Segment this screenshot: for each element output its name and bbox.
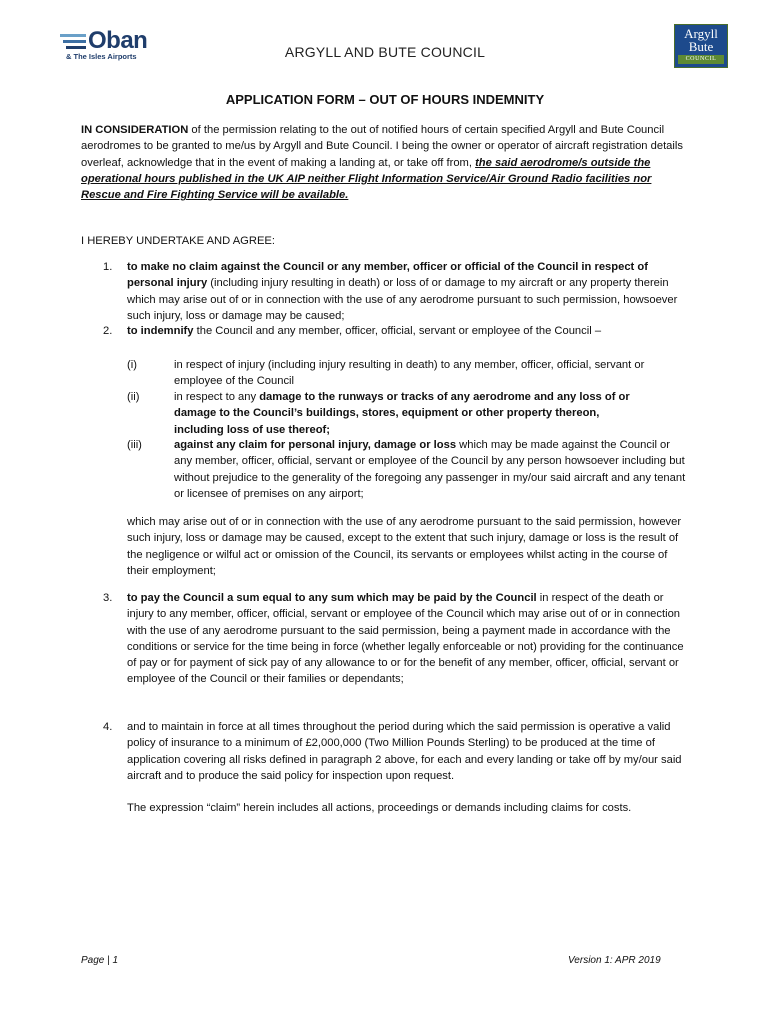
sub-iii-bold: against any claim for personal injury, damage or loss: [174, 439, 457, 451]
item-2-bold: to indemnify: [127, 325, 194, 337]
item-3-text: [127, 590, 690, 688]
item-2-text: [127, 323, 697, 339]
sub-ii-number: (ii): [127, 391, 140, 403]
item-4-number: 4.: [103, 721, 113, 733]
page-number: Page | 1: [81, 955, 119, 966]
consideration-paragraph: [81, 122, 693, 203]
consideration-lead: IN CONSIDERATION: [81, 124, 189, 136]
consideration-emphasis: the said aerodrome/s outside the operational hours published in the UK AIP neither Flight Information Service/Air Ground Radio facilities nor Rescue and Fire Fighting Service will be available.: [81, 156, 652, 202]
item-1-bold: to make no claim against the Council or any member, officer or official of the Council in respect of personal injury: [127, 261, 648, 290]
item-3-body: in respect of the death or injury to any member, officer, official, servant or employee of the Council which may arise out of or in connection with the use of any aerodrome pursuant to the said permission, being a payment made in accordance with the conditions or service for the time being in force (whether legally enforceable or not) providing for the continuance of pay or for payment of sick pay of any allowance to or for the benefit of any member, officer, official, servant or employee of the Council or their families or dependants;: [127, 592, 684, 686]
council-name: ARGYLL AND BUTE COUNCIL: [284, 44, 486, 60]
item-3-bold: to pay the Council a sum equal to any sum which may be paid by the Council: [127, 592, 537, 604]
sub-iii-text: [174, 437, 690, 502]
item-1-body: (including injury resulting in death) or loss of or damage to my aircraft or any property therein which may arise out of or in connection with the use of any aerodrome pursuant to such permission, howsoever such injury, loss or damage may be caused;: [127, 277, 678, 322]
item-3-number: 3.: [103, 592, 113, 604]
ab-logo-line1: Argyll: [684, 26, 718, 41]
oban-logo-word: Oban: [88, 27, 148, 54]
sub-iii-number: (iii): [127, 439, 142, 451]
sub-ii-text: [174, 389, 634, 438]
sub-ii-bold: damage to the runways or tracks of any aerodrome and any loss of or damage to the Council’s buildings, stores, equipment or other property thereon, including loss of use thereof;: [174, 391, 630, 436]
item-4-claim-definition: The expression “claim” herein includes all actions, proceedings or demands including claims for costs.: [127, 802, 632, 814]
sub-ii-pre: in respect to any: [174, 391, 260, 403]
item-2-body: the Council and any member, officer, official, servant or employee of the Council –: [193, 325, 602, 337]
version-label: Version 1: APR 2019: [568, 955, 661, 966]
item-4-text: and to maintain in force at all times throughout the period during which the said permission is operative a valid policy of insurance to a minimum of £2,000,000 (Two Million Pounds Sterling) to be produced at the time of application covering all risks defined in paragraph 2 above, for each and every landing or take off by my/our said aircraft and to produce the said policy for inspection upon request.: [127, 721, 682, 782]
sub-iii-body: which may be made against the Council or any member, officer, official, servant or employee of the Council by any person howsoever including but without prejudice to the generality of the foregoing any passenger in my/our said aircraft and any tenant or licensee of premises on any airport;: [174, 439, 686, 500]
consideration-text: of the permission relating to the out of notified hours of certain specified Argyll and Bute Council aerodromes to be granted to me/us by Argyll and Bute Council. I being the owner or operator of aircraft registration details overleaf, acknowledge that in the event of making a landing at, or take off from,: [81, 124, 683, 169]
item-1-text: [127, 259, 689, 324]
argyll-bute-council-logo: [674, 24, 728, 68]
undertake-heading: I HEREBY UNDERTAKE AND AGREE:: [81, 235, 275, 247]
form-title: APPLICATION FORM – OUT OF HOURS INDEMNITY: [225, 92, 545, 107]
ab-logo-line2: Bute: [688, 39, 714, 54]
sub-i-number: (i): [127, 359, 137, 371]
oban-logo-subtitle: & The Isles Airports: [66, 52, 137, 61]
ab-logo-line3: COUNCIL: [678, 55, 724, 64]
item-1-number: 1.: [103, 261, 113, 273]
item-2-number: 2.: [103, 325, 113, 337]
item-2-tail: which may arise out of or in connection with the use of any aerodrome pursuant to the said permission, however such injury, loss or damage may be caused, except to the extent that such injury, damage or loss is the result of the negligence or wilful act or omission of the Council, its servants or employees whilst acting in the course of their employment;: [127, 516, 682, 577]
sub-i-text: in respect of injury (including injury resulting in death) to any member, officer, official, servant or employee of the Council: [174, 359, 645, 388]
